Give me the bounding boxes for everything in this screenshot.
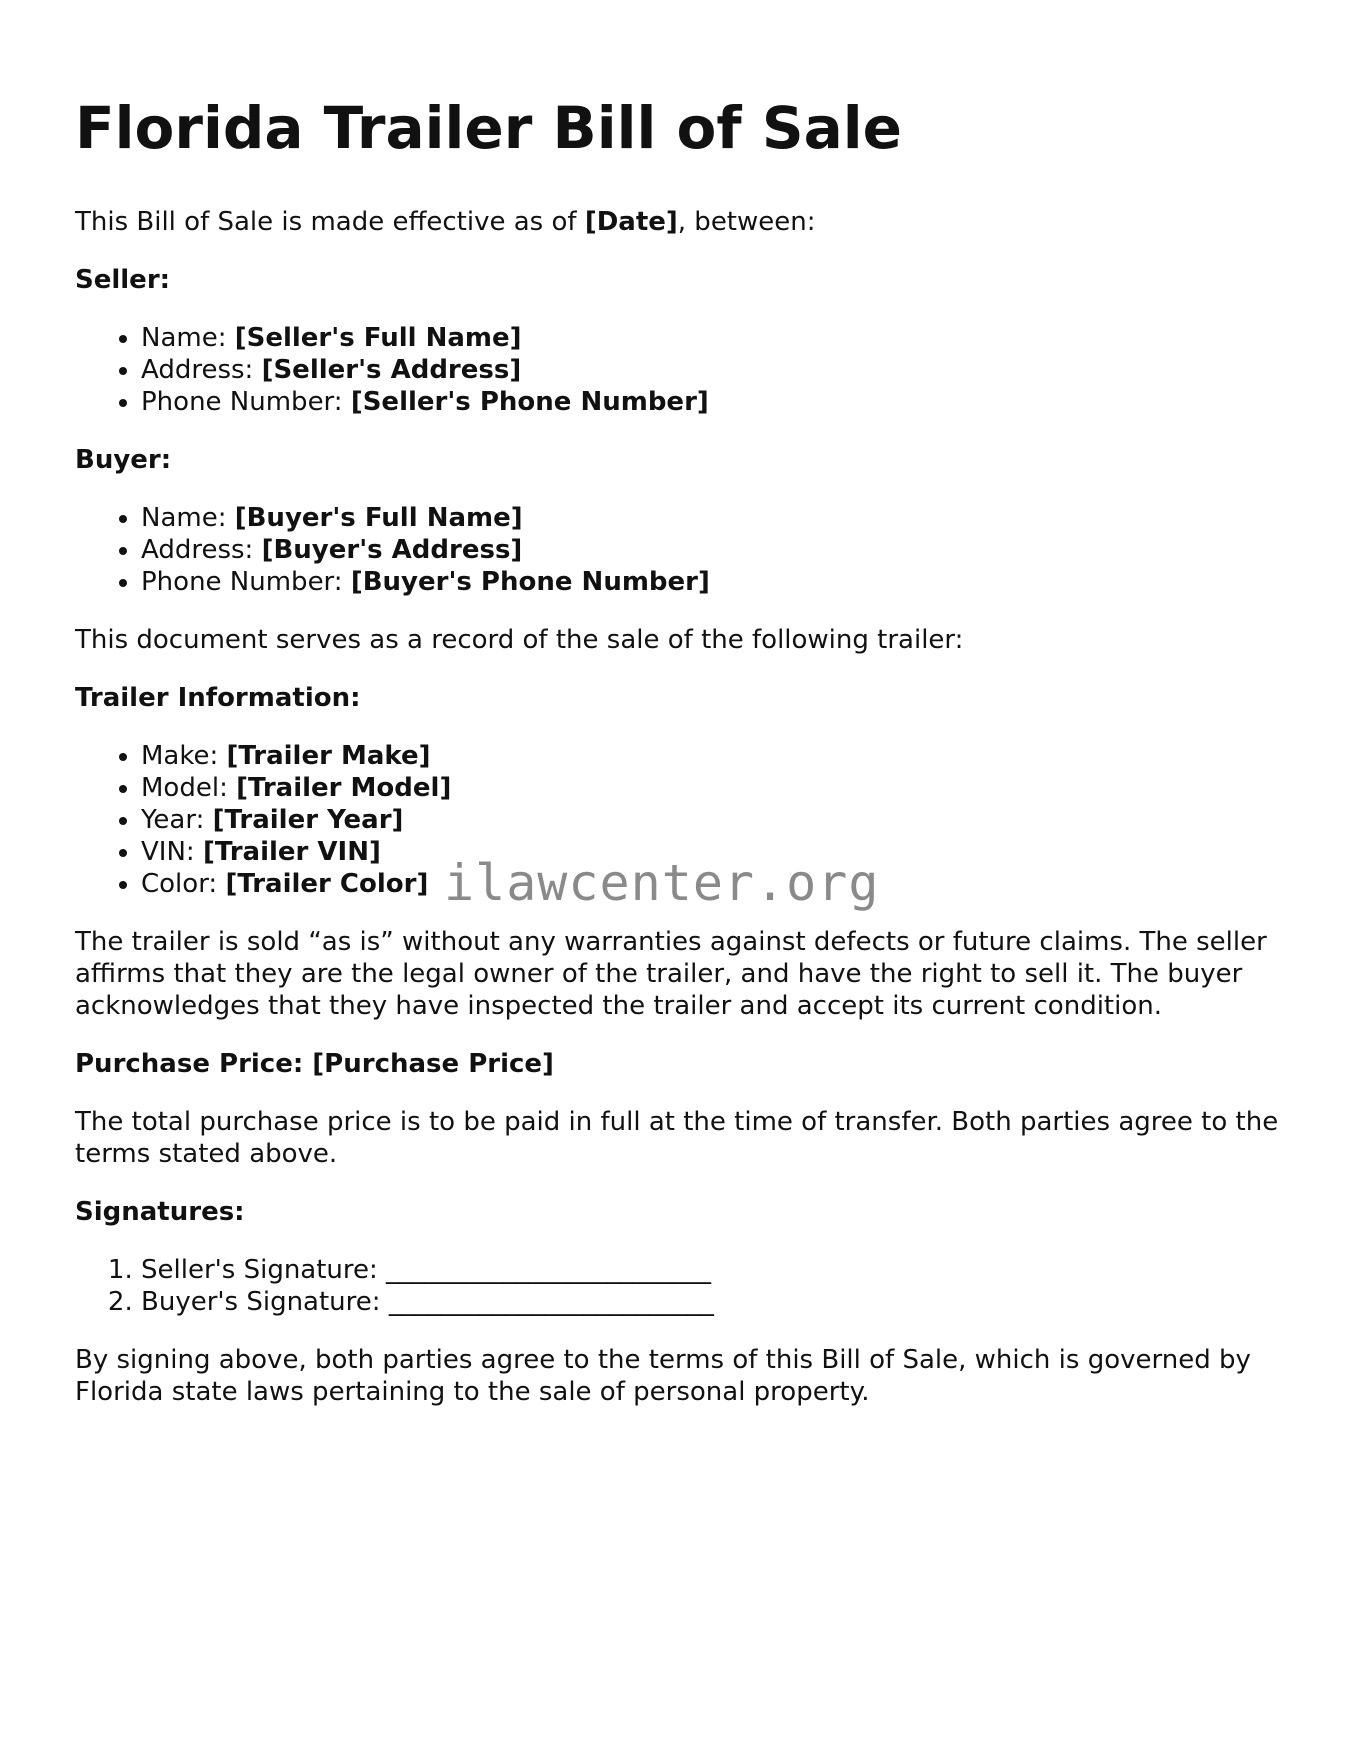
seller-address-item [141, 354, 1305, 386]
signature-line: _________________________ [388, 1287, 714, 1317]
seller-list [75, 322, 1305, 418]
document-title: Florida Trailer Bill of Sale [75, 94, 902, 162]
seller-signature-item [141, 1254, 1305, 1286]
buyer-list [75, 502, 1305, 598]
field-placeholder: [Seller's Phone Number] [350, 387, 709, 417]
field-placeholder: [Trailer VIN] [202, 837, 381, 867]
trailer-make-item [141, 740, 1305, 772]
effective-date-placeholder: [Date] [584, 207, 678, 237]
trailer-info-heading: Trailer Information: [75, 683, 361, 713]
signature-line: _________________________ [386, 1255, 712, 1285]
buyer-signature-item [141, 1286, 1305, 1318]
field-label: Address: [141, 535, 262, 565]
intro-prefix: This Bill of Sale is made effective as of [75, 207, 585, 237]
seller-heading: Seller: [75, 265, 171, 295]
signature-label: Seller's Signature: [141, 1255, 387, 1285]
signatures-heading: Signatures: [75, 1197, 245, 1227]
record-paragraph: This document serves as a record of the sale of the following trailer: [75, 625, 964, 655]
field-placeholder: [Seller's Full Name] [234, 323, 522, 353]
buyer-phone-item [141, 566, 1305, 598]
watermark-text: ilawcenter.org [444, 854, 880, 912]
buyer-name-item [141, 502, 1305, 534]
field-label: Phone Number: [141, 387, 351, 417]
signatures-list [75, 1254, 1305, 1318]
buyer-address-item [141, 534, 1305, 566]
trailer-year-item [141, 804, 1305, 836]
intro-paragraph [75, 206, 1305, 238]
field-placeholder: [Trailer Color] [225, 869, 429, 899]
field-placeholder: [Buyer's Address] [261, 535, 523, 565]
seller-phone-item [141, 386, 1305, 418]
field-label: Phone Number: [141, 567, 351, 597]
payment-paragraph: The total purchase price is to be paid in full at the time of transfer. Both parties agree to the terms stated above. [75, 1107, 1279, 1169]
closing-paragraph: By signing above, both parties agree to the terms of this Bill of Sale, which is governed by Florida state laws pertaining to the sale of personal property. [75, 1345, 1251, 1407]
intro-suffix: , between: [677, 207, 816, 237]
field-placeholder: [Trailer Year] [212, 805, 404, 835]
trailer-model-item [141, 772, 1305, 804]
document-page [75, 88, 1305, 1434]
seller-name-item [141, 322, 1305, 354]
field-placeholder: [Trailer Make] [226, 741, 431, 771]
field-placeholder: [Buyer's Full Name] [234, 503, 523, 533]
field-label: Name: [141, 323, 235, 353]
buyer-heading: Buyer: [75, 445, 172, 475]
signature-label: Buyer's Signature: [141, 1287, 389, 1317]
field-placeholder: [Buyer's Phone Number] [350, 567, 710, 597]
as-is-paragraph: The trailer is sold “as is” without any warranties against defects or future claims. The seller affirms that they are the legal owner of the trailer, and have the right to sell it. The buyer acknowledges that they have inspected the trailer and accept its current condition. [75, 927, 1267, 1021]
field-label: Make: [141, 741, 227, 771]
field-label: Year: [141, 805, 213, 835]
field-label: Model: [141, 773, 237, 803]
field-label: VIN: [141, 837, 203, 867]
field-label: Name: [141, 503, 235, 533]
purchase-price-heading: Purchase Price: [Purchase Price] [75, 1049, 554, 1079]
field-placeholder: [Trailer Model] [236, 773, 452, 803]
field-label: Address: [141, 355, 262, 385]
field-label: Color: [141, 869, 226, 899]
field-placeholder: [Seller's Address] [261, 355, 522, 385]
